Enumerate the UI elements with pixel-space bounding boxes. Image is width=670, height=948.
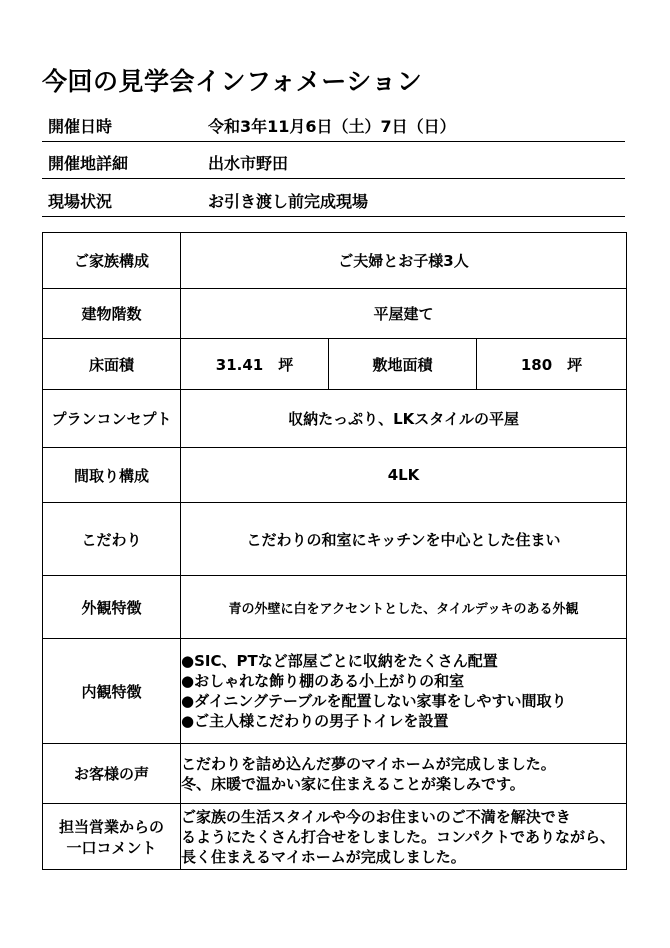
comment-line: ご家族の生活スタイルや今のお住まいのご不満を解決でき — [181, 807, 571, 826]
interior-item: ●ダイニングテーブルを配置しない家事をしやすい間取り — [181, 692, 567, 710]
floor-area-value: 31.41 坪 — [181, 339, 329, 390]
table-row-layout — [43, 448, 627, 503]
interior-item: ●SIC、PTなど部屋ごとに収納をたくさん配置 — [181, 652, 498, 670]
family-value: ご夫婦とお子様3人 — [181, 233, 627, 289]
interior-label: 内観特徴 — [43, 639, 181, 744]
interior-item: ●おしゃれな飾り棚のある小上がりの和室 — [181, 672, 465, 690]
exterior-label: 外観特徴 — [43, 576, 181, 639]
voice-line: こだわりを詰め込んだ夢のマイホームが完成しました。 — [181, 754, 556, 773]
comment-label-line: 担当営業からの — [58, 817, 164, 836]
kodawari-label: こだわり — [43, 503, 181, 576]
table-row-kodawari — [43, 503, 627, 576]
comment-line: 長く住まえるマイホームが完成しました。 — [181, 847, 466, 866]
table-row-family — [43, 233, 627, 289]
layout-value: 4LK — [181, 448, 627, 503]
comment-label — [43, 804, 181, 870]
voice-label: お客様の声 — [43, 744, 181, 804]
site-area-value: 180 坪 — [477, 339, 627, 390]
table-row-area — [43, 339, 627, 390]
info-value-date: 令和3年11月6日（土）7日（日） — [208, 117, 456, 136]
comment-label-line: 一口コメント — [66, 838, 157, 857]
table-row-voice — [43, 744, 627, 804]
comment-line: るようにたくさん打合せをしました。コンパクトでありながら、 — [181, 827, 615, 846]
plan-value: 収納たっぷり、LKスタイルの平屋 — [181, 390, 627, 448]
property-details-table — [42, 232, 627, 870]
info-label-status: 現場状況 — [48, 192, 113, 211]
table-row-plan — [43, 390, 627, 448]
floors-label: 建物階数 — [43, 289, 181, 339]
table-row-floors — [43, 289, 627, 339]
interior-list — [181, 639, 627, 744]
info-row-location — [42, 145, 625, 179]
voice-line: 冬、床暖で温かい家に住まえることが楽しみです。 — [181, 774, 525, 793]
voice-text — [181, 744, 627, 804]
info-label-location: 開催地詳細 — [48, 154, 129, 173]
site-area-label: 敷地面積 — [329, 339, 477, 390]
layout-label: 間取り構成 — [43, 448, 181, 503]
exterior-value: 青の外壁に白をアクセントとした、タイルデッキのある外観 — [181, 576, 627, 639]
info-row-status — [42, 183, 625, 217]
info-value-status: お引き渡し前完成現場 — [208, 192, 369, 211]
kodawari-value: こだわりの和室にキッチンを中心とした住まい — [181, 503, 627, 576]
info-value-location: 出水市野田 — [208, 154, 289, 173]
info-label-date: 開催日時 — [48, 117, 113, 136]
plan-label: プランコンセプト — [43, 390, 181, 448]
page-title: 今回の見学会インフォメーション — [42, 67, 423, 96]
info-row-date — [42, 108, 625, 142]
table-row-comment — [43, 804, 627, 870]
family-label: ご家族構成 — [43, 233, 181, 289]
floor-area-label: 床面積 — [43, 339, 181, 390]
table-row-exterior — [43, 576, 627, 639]
floors-value: 平屋建て — [181, 289, 627, 339]
interior-item: ●ご主人様こだわりの男子トイレを設置 — [181, 712, 449, 730]
comment-text — [181, 804, 627, 870]
table-row-interior — [43, 639, 627, 744]
